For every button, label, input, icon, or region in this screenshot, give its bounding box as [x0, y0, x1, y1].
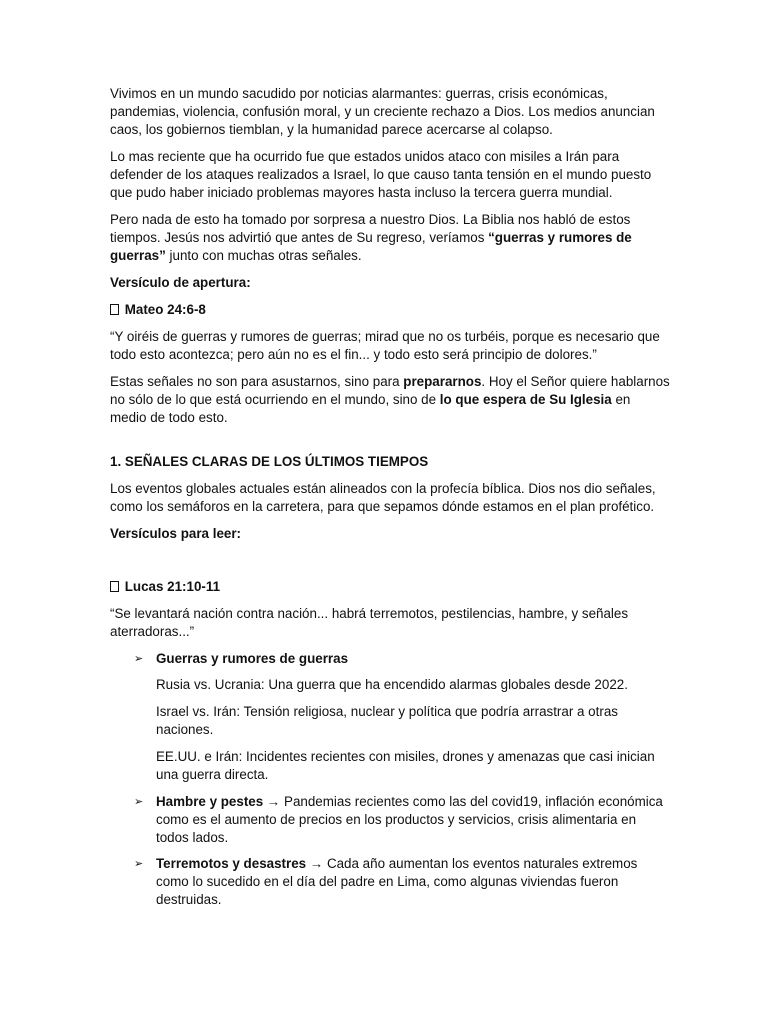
intro-p3-text-b: junto con muchas otras señales. — [165, 248, 362, 263]
intro-p3-bold: “guerras y rumores de guerras” — [110, 230, 632, 263]
intro-paragraph-1: Vivimos en un mundo sacudido por noticias alarmantes: guerras, crisis económicas, pandemias, violencia, confusión moral, y un creciente rechazo a Dios. Los medios anuncian caos, los gobiernos tiemblan, y la humanidad parece acercarse al colapso. — [110, 86, 655, 137]
verse-ref-text: Lucas 21:10-11 — [124, 579, 221, 594]
list-item-hunger — [110, 793, 670, 847]
section-paragraph-1: Los eventos globales actuales están alineados con la profecía bíblica. Dios nos dio señales, como los semáforos en la carretera, para que sepamos dónde estamos en el plan profético. — [110, 481, 656, 514]
intro-p4-text-b: . Hoy el Señor quiere hablarnos no sólo de lo que está ocurriendo en el mundo, sino de — [110, 374, 670, 407]
list-item-title: Hambre y pestes — [156, 794, 264, 809]
verses-label: Versículos para leer: — [110, 526, 242, 541]
intro-p4-bold-1: prepararnos — [403, 374, 482, 389]
intro-paragraph-3 — [110, 211, 670, 265]
verse-reference-mateo — [110, 301, 670, 319]
intro-p4-bold-2: lo que espera de Su Iglesia — [439, 392, 612, 407]
arrow-bullet-icon: ➢ — [134, 653, 144, 665]
blank-line — [110, 552, 670, 578]
sub-item-rusia: Rusia vs. Ucrania: Una guerra que ha encendido alarmas globales desde 2022. — [156, 677, 628, 692]
list-item-text: → Cada año aumentan los eventos naturales extremos como lo sucedido en el día del padre en Lima, como algunas viviendas fueron destruidas. — [156, 856, 638, 907]
list-item-text: → Pandemias recientes como las del covid19, inflación económica como es el aumento de precios en los productos y servicios, crisis alimentaria en todos lados. — [156, 794, 663, 845]
opening-verse-label: Versículo de apertura: — [110, 275, 251, 290]
verse-ref-text: Mateo 24:6-8 — [124, 302, 206, 317]
sub-item-eeuu: EE.UU. e Irán: Incidentes recientes con misiles, drones y amenazas que casi inician una guerra directa. — [156, 749, 655, 782]
sub-item-israel: Israel vs. Irán: Tensión religiosa, nuclear y política que podría arrastrar a otras naciones. — [156, 704, 618, 737]
list-item-wars — [110, 650, 670, 668]
verse-reference-lucas — [110, 578, 670, 596]
signs-list-continued — [110, 793, 670, 909]
document-body — [110, 85, 670, 917]
arrow-bullet-icon: ➢ — [134, 858, 144, 870]
intro-p4-text-a: Estas señales no son para asustarnos, sino para — [110, 374, 404, 389]
verse-quote-lucas: “Se levantará nación contra nación... habrá terremotos, pestilencias, hambre, y señales aterradoras...” — [110, 606, 629, 639]
intro-p4-text-c: en medio de todo esto. — [110, 392, 631, 425]
intro-paragraph-2: Lo mas reciente que ha ocurrido fue que estados unidos ataco con misiles a Irán para defender de los ataques realizados a Israel, lo que causo tanta tensión en el mundo puesto que pudo haber iniciado problemas mayores hasta incluso la tercera guerra mundial. — [110, 149, 652, 200]
missing-glyph-icon — [110, 581, 119, 592]
section-heading: 1. SEÑALES CLARAS DE LOS ÚLTIMOS TIEMPOS — [110, 454, 429, 469]
list-item-earthquakes — [110, 855, 670, 909]
signs-list — [110, 650, 670, 668]
missing-glyph-icon — [110, 304, 119, 315]
arrow-bullet-icon: ➢ — [134, 796, 144, 808]
verse-quote-mateo: “Y oiréis de guerras y rumores de guerras; mirad que no os turbéis, porque es necesario que todo esto acontezca; pero aún no es el fin... y todo esto será principio de dolores.” — [110, 329, 660, 362]
intro-paragraph-4 — [110, 373, 670, 427]
list-item-title: Terremotos y desastres — [156, 856, 307, 871]
list-item-title: Guerras y rumores de guerras — [156, 651, 349, 666]
intro-p3-text-a: Pero nada de esto ha tomado por sorpresa a nuestro Dios. La Biblia nos habló de estos tiempos. Jesús nos advirtió que antes de Su regreso, veríamos — [110, 212, 631, 245]
